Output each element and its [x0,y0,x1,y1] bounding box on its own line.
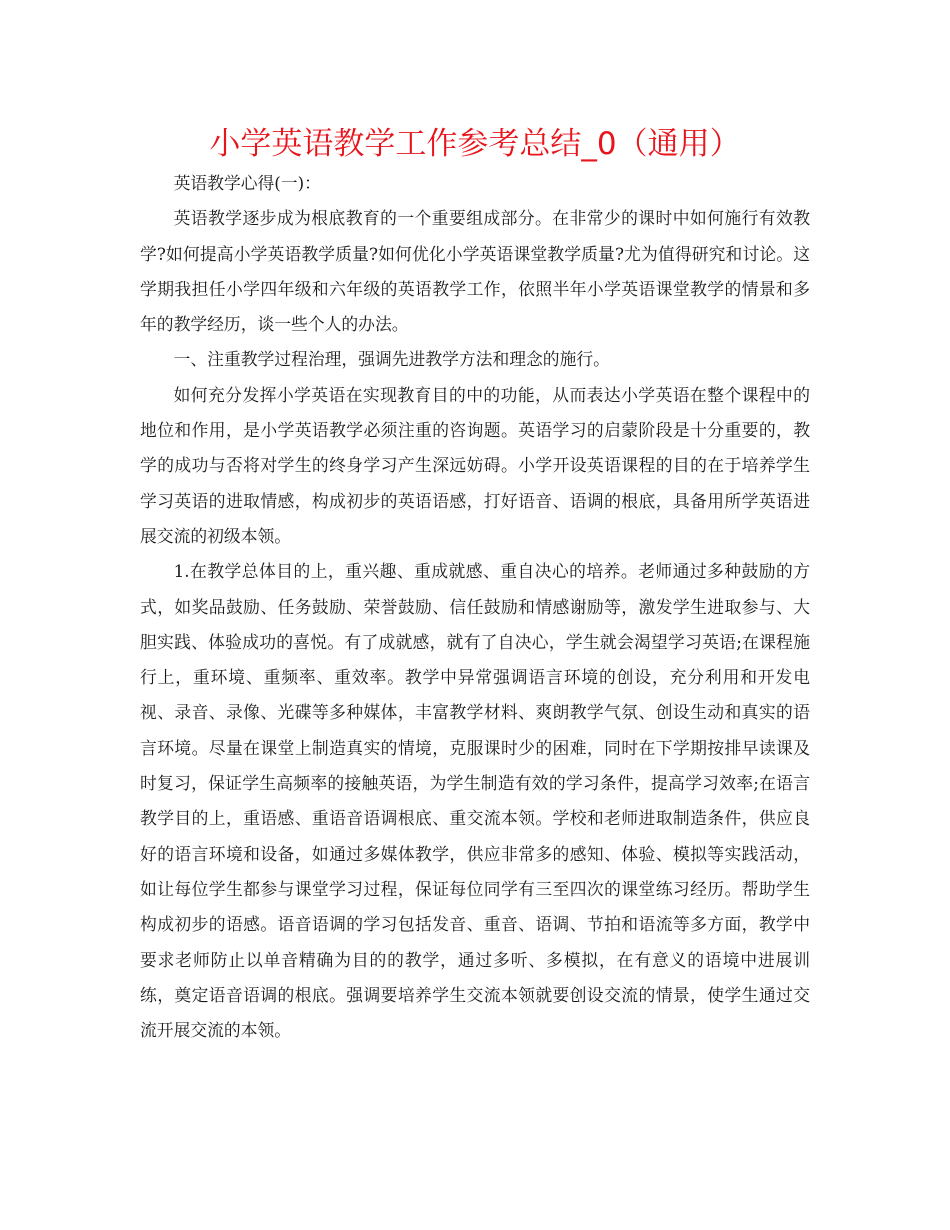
paragraph-intro: 英语教学逐步成为根底教育的一个重要组成部分。在非常少的课时中如何施行有效教学?如何提高小学英语教学质量?如何优化小学英语课堂教学质量?尤为值得研究和讨论。这学期我担任小学四年级和六年级的英语教学工作，依照半年小学英语课堂教学的情景和多年的教学经历，谈一些个人的办法。 [140,208,810,335]
paragraph-heading-1: 英语教学心得(一)： [173,173,321,193]
section-heading: 一、注重教学过程治理，强调先进教学方法和理念的施行。 [173,349,610,370]
paragraph-point-1: 1.在教学总体目的上，重兴趣、重成就感、重自决心的培养。老师通过多种鼓励的方式，如奖品鼓励、任务鼓励、荣誉鼓励、信任鼓励和情感谢励等，激发学生进取参与、大胆实践、体验成功的喜悦。有了成就感，就有了自决心，学生就会渴望学习英语;在课程施行上，重环境、重频率、重效率。教学中异常强调语言环境的创设，充分利用和开发电视、录音、录像、光碟等多种媒体，丰富教学材料、爽朗教学气氛、创设生动和真实的语言环境。尽量在课堂上制造真实的情境，克服课时少的困难，同时在下学期按排早读课及时复习，保证学生高频率的接触英语，为学生制造有效的学习条件，提高学习效率;在语言教学目的上，重语感、重语音语调根底、重交流本领。学校和老师进取制造条件，供应良好的语言环境和设备，如通过多媒体教学，供应非常多的感知、体验、模拟等实践活动，如让每位学生都参与课堂学习过程，保证每位同学有三至四次的课堂练习经历。帮助学生构成初步的语感。语音语调的学习包括发音、重音、语调、节拍和语流等多方面，教学中要求老师防止以单音精确为目的的教学，通过多听、多模拟，在有意义的语境中进展训练，奠定语音语调的根底。强调要培养学生交流本领就要创设交流的情景，使学生通过交流开展交流的本领。 [140,561,810,1041]
document-title: 小学英语教学工作参考总结_0（通用） [209,126,741,162]
document-body [140,166,810,1048]
paragraph-role: 如何充分发挥小学英语在实现教育目的中的功能，从而表达小学英语在整个课程中的地位和作用，是小学英语教学必须注重的咨询题。英语学习的启蒙阶段是十分重要的，教学的成功与否将对学生的终身学习产生深远妨碍。小学开设英语课程的目的在于培养学生学习英语的进取情感，构成初步的英语语感，打好语音、语调的根底，具备用所学英语进展交流的初级本领。 [140,384,810,546]
